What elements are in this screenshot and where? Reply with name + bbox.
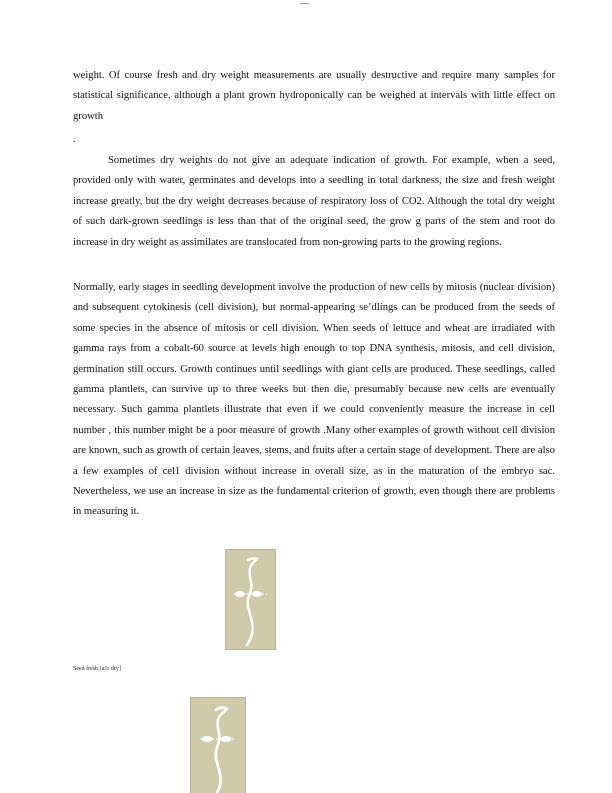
paragraph-dry-weight: [73, 151, 555, 253]
seedling-illustration: [226, 550, 275, 649]
seedling-photo-fresh: [225, 549, 276, 650]
figure-caption: Seed fresh (a1r dry]: [73, 666, 121, 672]
seedling-photo-dry: [190, 697, 246, 793]
paragraph-continuation: weight. Of course fresh and dry weight measurements are usually destructive and require many samples for statistical significance, although a plant grown hydroponically can be weighed at intervals with little effect on growth: [73, 70, 555, 122]
paragraph-cell-division: Normally, early stages in seedling development involve the production of new cells by mitosis (nuclear division) and subsequent cytokinesis (cell division), but normal-appearing se’dlings can be produced from the seeds of some species in the absence of mitosis or cell division. When seeds of lettuce and wheat are irradiated with gamma rays from a cobalt-60 source at levels high enough to top DNA synthesis, mitosis, and cell division, germination still occurs. Growth continues until seedlings with giant cells are produced. These seedlings, called gamma plantlets, can survive up to three weeks but then die, presumably because new cells are eventually necessary. Such gamma plantlets illustrate that even if we could conveniently measure the increase in cell number , this number might be a poor measure of growth .Many other examples of growth without cell division are known, such as growth of certain leaves, stems, and fruits after a certain stage of development. There are also a few examples of cel1 division without increase in overall size, as in the maturation of the embryo sac. Nevertheless, we use an increase in size as the fundamental criterion of growth, even though there are problems in measuring it.: [73, 282, 555, 518]
separator-dot: .: [73, 134, 76, 145]
page-header-mark: [300, 0, 309, 4]
paragraph-dry-weight-text: Sometimes dry weights do not give an adequate indication of growth. For example, when a seed, provided only with water, germinates and develops into a seedling in total darkness, the size and fresh weight increase greatly, but the dry weight decreases because of respiratory loss of CO2. Although the total dry weight of such dark-grown seedlings is less than that of the original seed, the grow g parts of the stem and root do increase in dry weight as assimilates are translocated from non-growing parts to the growing regions.: [73, 155, 555, 248]
seedling-illustration: [191, 698, 245, 793]
